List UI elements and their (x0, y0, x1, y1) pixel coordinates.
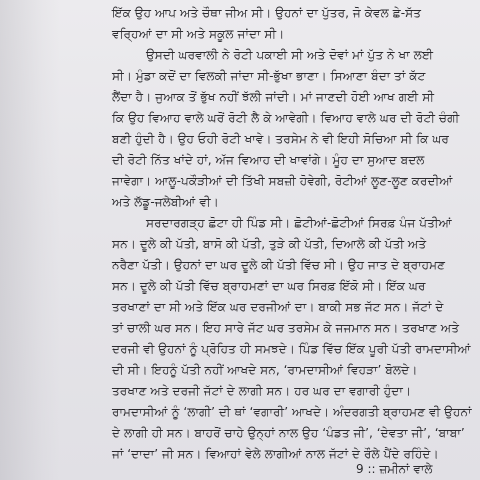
text-line: ਤਰਖਾਣ ਅਤੇ ਦਰਜੀ ਜੱਟਾਂ ਦੇ ਲਾਗੀ ਸਨ। ਹਰ ਘਰ ਦਾ ਵਗਾਰੀ ਹੁੰਦਾ। (112, 384, 412, 398)
text-line: ਇੱਕ ਉਹ ਆਪ ਅਤੇ ਚੌਥਾ ਜੀਅ ਸੀ। ਉਹਨਾਂ ਦਾ ਪੁੱਤਰ, ਜੋ ਕੇਵਲ ਛੇ-ਸੱਤ (112, 6, 422, 20)
text-line: ਰਾਮਦਾਸੀਆਂ ਨੂੰ ‘ਲਾਗੀ’ ਦੀ ਥਾਂ ‘ਵਗਾਰੀ’ ਆਖਦੇ। ਅੰਦਰਗਤੀ ਬ੍ਰਾਹਮਣ ਵੀ ਉਹਨਾਂ (112, 405, 472, 419)
text-line: ਸਨ। ਦੂਲੇ ਕੀ ਪੱਤੀ, ਬਾਸੋ ਕੀ ਪੱਤੀ, ਤੁੜੇ ਕੀ ਪੱਤੀ, ਦਿਆਲੇ ਕੀ ਪੱਤੀ ਅਤੇ (112, 237, 427, 251)
text-line: ਅਤੇ ਲੱਡੂ-ਜਲੇਬੀਆਂ ਵੀ। (112, 195, 219, 209)
text-line: ਨਰੈਣਾ ਪੱਤੀ। ਉਹਨਾਂ ਦਾ ਘਰ ਦੂਲੇ ਕੀ ਪੱਤੀ ਵਿੱਚ ਸੀ। ਉਹ ਜਾਤ ਦੇ ਬ੍ਰਾਹਮਣ (112, 258, 446, 272)
text-line: ਸਨ। ਦੂਲੇ ਕੀ ਪੱਤੀ ਵਿੱਚ ਬ੍ਰਾਹਮਣਾਂ ਦਾ ਘਰ ਸਿਰਫ਼ ਇੱਕੋ ਸੀ। ਇੱਕ ਘਰ (112, 279, 426, 293)
text-line: ਦੀ ਰੋਟੀ ਨਿੱਤ ਖਾਂਦੇ ਹਾਂ, ਅੱਜ ਵਿਆਹ ਦੀ ਖਾਵਾਂਗੇ। ਮੂੰਹ ਦਾ ਸੁਆਦ ਬਦਲ (112, 153, 425, 167)
text-line: ਵਰ੍ਹਿਆਂ ਦਾ ਸੀ ਅਤੇ ਸਕੂਲ ਜਾਂਦਾ ਸੀ। (112, 27, 285, 41)
text-line: ਜਾਂ ‘ਦਾਦਾ’ ਜੀ ਸਨ। ਵਿਆਹਾਂ ਵੇਲੇ ਲਾਗੀਆਂ ਨਾਲ ਜੱਟਾਂ ਦੇ ਰੌਲੇ ਪੈਂਦੇ ਰਹਿੰਦੇ। (112, 447, 439, 461)
text-line: ਸੀ। ਮੁੰਡਾ ਕਦੋਂ ਦਾ ਵਿਲਕੀ ਜਾਂਦਾ ਸੀ-ਭੁੱਖਾ ਭਾਣਾ। ਸਿਆਣਾ ਬੰਦਾ ਤਾਂ ਕੱਟ (112, 69, 426, 83)
text-line: ਦੇ ਲਾਗੀ ਹੀ ਸਨ। ਬਾਹਰੋਂ ਚਾਹੇ ਉਨ੍ਹਾਂ ਨਾਲ ਉਹ ‘ਪੰਡਤ ਜੀ’, ‘ਦੇਵਤਾ ਜੀ’, ‘ਬਾਬਾ’ (112, 426, 465, 440)
text-line: ਦੀ ਸੀ। ਇਹਨੂੰ ਪੱਤੀ ਨਹੀਂ ਆਖਦੇ ਸਨ, ‘ਰਾਮਦਾਸੀਆਂ ਵਿਹੜਾ’ ਬੋਲਦੇ। (112, 363, 418, 377)
text-line: ਉਸਦੀ ਘਰਵਾਲੀ ਨੇ ਰੋਟੀ ਪਕਾਈ ਸੀ ਅਤੇ ਦੋਵਾਂ ਮਾਂ ਪੁੱਤ ਨੇ ਖਾ ਲਈ (146, 48, 434, 62)
text-line: ਤਰਖਾਣਾਂ ਦਾ ਸੀ ਅਤੇ ਇੱਕ ਘਰ ਦਰਜੀਆਂ ਦਾ। ਬਾਕੀ ਸਭ ਜੱਟ ਸਨ। ਜੱਟਾਂ ਦੇ (112, 300, 444, 314)
text-line: ਬਣੀ ਹੁੰਦੀ ਹੈ। ਉਹ ਓਹੀ ਰੋਟੀ ਖਾਵੇ। ਤਰਸੇਮ ਨੇ ਵੀ ਇਹੀ ਸੋਚਿਆ ਸੀ ਕਿ ਘਰ (112, 132, 449, 146)
text-line: ਕਿ ਉਹ ਵਿਆਹ ਵਾਲੇ ਘਰੋਂ ਰੋਟੀ ਲੈ ਕੇ ਆਵੇਗੀ। ਵਿਆਹ ਵਾਲੇ ਘਰ ਦੀ ਰੋਟੀ ਚੰਗੀ (112, 111, 460, 125)
page-footer: 9 :: ਜ਼ਮੀਨਾਂ ਵਾਲੇ (356, 462, 433, 476)
text-line: ਜਾਵੇਗਾ। ਆਲੂ-ਪਕੌੜੀਆਂ ਦੀ ਤਿੱਖੀ ਸਬਜ਼ੀ ਹੋਵੇਗੀ, ਰੋਟੀਆਂ ਲੂਣ-ਲੂਣ ਕਰਦੀਆਂ (112, 174, 453, 188)
text-line: ਸਰਦਾਰਗੜ੍ਹ ਛੋਟਾ ਹੀ ਪਿੰਡ ਸੀ। ਛੋਟੀਆਂ-ਛੋਟੀਆਂ ਸਿਰਫ਼ ਪੰਜ ਪੱਤੀਆਂ (146, 216, 452, 230)
text-line: ਲੈਂਦਾ ਹੈ। ਜੁਆਕ ਤੋਂ ਭੁੱਖ ਨਹੀਂ ਝੱਲੀ ਜਾਂਦੀ। ਮਾਂ ਜਾਣਦੀ ਹੋਈ ਆਖ ਗਈ ਸੀ (112, 90, 435, 104)
text-line: ਦਰਜੀ ਵੀ ਉਹਨਾਂ ਨੂੰ ਪ੍ਰੋਹਿਤ ਹੀ ਸਮਝਦੇ। ਪਿੰਡ ਵਿੱਚ ਇੱਕ ਪੂਰੀ ਪੱਤੀ ਰਾਮਦਾਸੀਆਂ (112, 342, 471, 356)
text-line: ਤਾਂ ਚਾਲੀ ਘਰ ਸਨ। ਇਹ ਸਾਰੇ ਜੱਟ ਘਰ ਤਰਸੇਮ ਕੇ ਜਜਮਾਨ ਸਨ। ਤਰਖਾਣ ਅਤੇ (112, 321, 459, 335)
